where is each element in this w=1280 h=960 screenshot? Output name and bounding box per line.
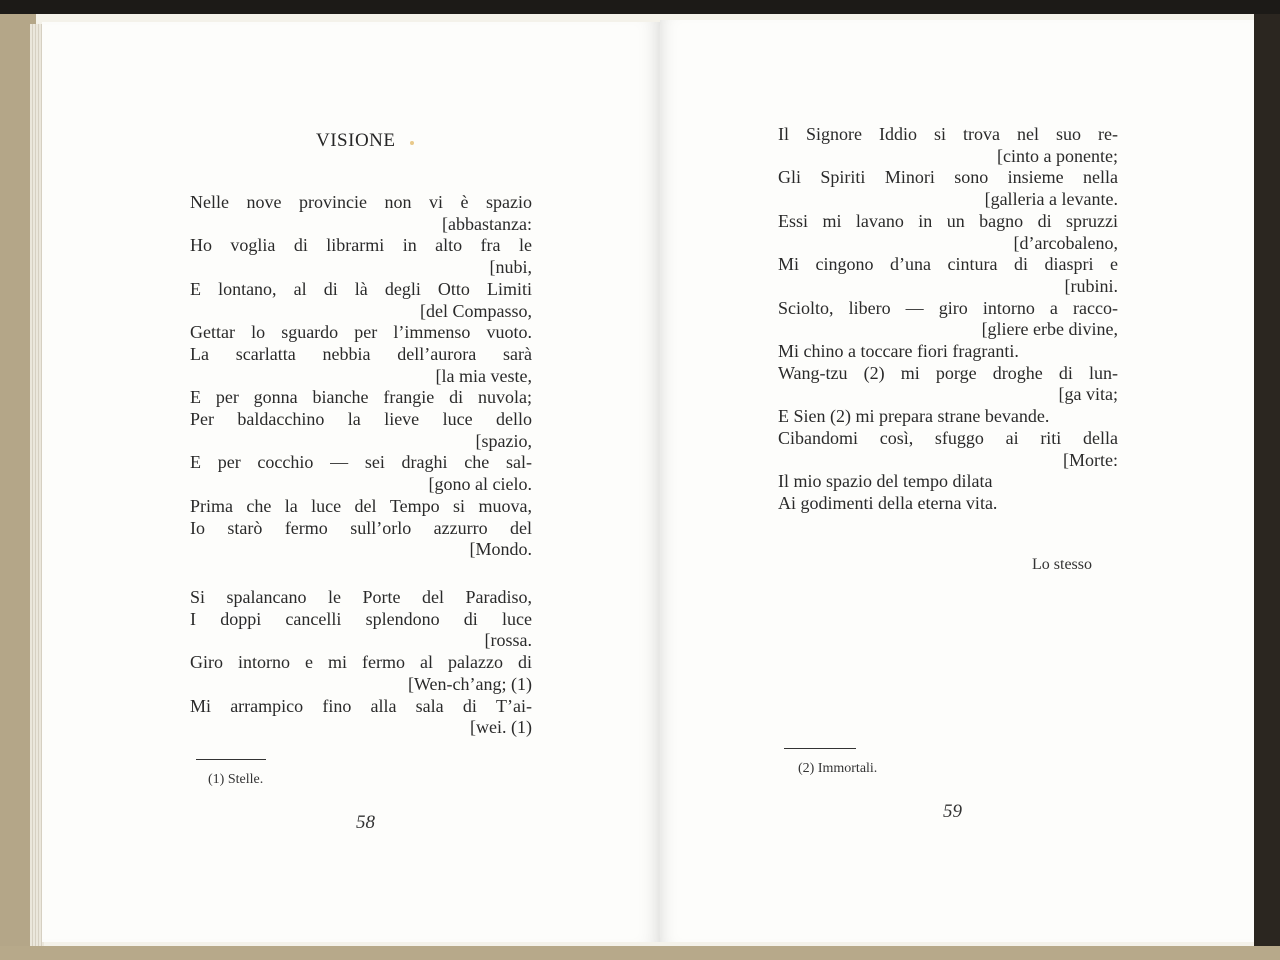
poem-line-continuation: [Wen-ch’ang; (1) (408, 673, 532, 694)
poem-line: I doppi cancelli splendono di luce (190, 608, 532, 629)
footnote-right: (2) Immortali. (798, 761, 878, 776)
poem-line: Io starò fermo sull’orlo azzurro del (190, 517, 532, 538)
poem-line: Cibandomi così, sfuggo ai riti della (778, 427, 1118, 448)
poem-line: Giro intorno e mi fermo al palazzo di (190, 652, 532, 673)
poem-line: E per cocchio — sei draghi che sal- (190, 452, 532, 473)
poem-line: E per gonna bianche frangie di nuvola; (190, 387, 532, 408)
poem-stanza-2 (190, 587, 532, 739)
poem-line: Il mio spazio del tempo dilata (778, 471, 993, 492)
title-mark (410, 141, 414, 145)
poem-line: Essi mi lavano in un bagno di spruzzi (778, 210, 1118, 231)
poem-line: Wang-tzu (2) mi porge droghe di lun- (778, 362, 1118, 383)
poem-line-continuation: [d’arcobaleno, (1013, 232, 1118, 253)
poem-stanza-3 (778, 124, 1118, 515)
poem-line: Gettar lo sguardo per l’immenso vuoto. (190, 322, 532, 343)
book-top-edge (0, 0, 1280, 14)
poem-line-continuation: [gono al cielo. (428, 474, 532, 495)
page-number-left: 58 (356, 812, 375, 833)
poem-line-continuation: [la mia veste, (435, 365, 532, 386)
footnote-left: (1) Stelle. (208, 772, 264, 787)
poem-line-continuation: [ga vita; (1058, 384, 1118, 405)
poem-line-continuation: [abbastanza: (442, 213, 532, 234)
poem-line: Mi arrampico fino alla sala di T’ai- (190, 695, 532, 716)
footnote-rule-left (196, 759, 266, 760)
poem-line: La scarlatta nebbia dell’aurora sarà (190, 343, 532, 364)
poem-line: Si spalancano le Porte del Paradiso, (190, 587, 532, 607)
poem-line: Ai godimenti della eterna vita. (778, 492, 998, 513)
poem-line-continuation: [galleria a levante. (984, 189, 1118, 210)
poem-line-continuation: [cinto a ponente; (997, 145, 1118, 166)
poem-line-continuation: [rubini. (1064, 275, 1118, 296)
poem-line-continuation: [Mondo. (469, 539, 532, 560)
poem-line: Mi chino a toccare fiori fragranti. (778, 341, 1019, 362)
poem-line-continuation: [spazio, (475, 430, 532, 451)
poem-line: E lontano, al di là degli Otto Limiti (190, 278, 532, 299)
book-cover-right (1254, 14, 1280, 960)
poem-line: E Sien (2) mi prepara strane bevande. (778, 406, 1050, 427)
poem-stanza-1 (190, 192, 532, 561)
poem-line-continuation: [gliere erbe divine, (981, 319, 1118, 340)
footnote-rule-right (784, 748, 856, 749)
poem-line: Ho voglia di librarmi in alto fra le (190, 235, 532, 256)
attribution: Lo stesso (1032, 556, 1092, 573)
poem-line-continuation: [nubi, (489, 257, 532, 278)
poem-line: Nelle nove provincie non vi è spazio (190, 192, 532, 212)
poem-line: Sciolto, libero — giro intorno a racco- (778, 297, 1118, 318)
poem-line: Il Signore Iddio si trova nel suo re- (778, 124, 1118, 144)
poem-line: Mi cingono d’una cintura di diaspri e (778, 254, 1118, 275)
poem-line: Prima che la luce del Tempo si muova, (190, 495, 532, 516)
book-cover-bottom (0, 946, 1280, 960)
poem-title: VISIONE (316, 130, 396, 151)
poem-line-continuation: [rossa. (484, 630, 532, 651)
poem-line-continuation: [Morte: (1063, 449, 1118, 470)
page-number-right: 59 (943, 801, 962, 822)
poem-line: Per baldacchino la lieve luce dello (190, 409, 532, 430)
poem-line-continuation: [wei. (1) (470, 717, 532, 738)
poem-line: Gli Spiriti Minori sono insieme nella (778, 167, 1118, 188)
poem-line-continuation: [del Compasso, (420, 300, 532, 321)
